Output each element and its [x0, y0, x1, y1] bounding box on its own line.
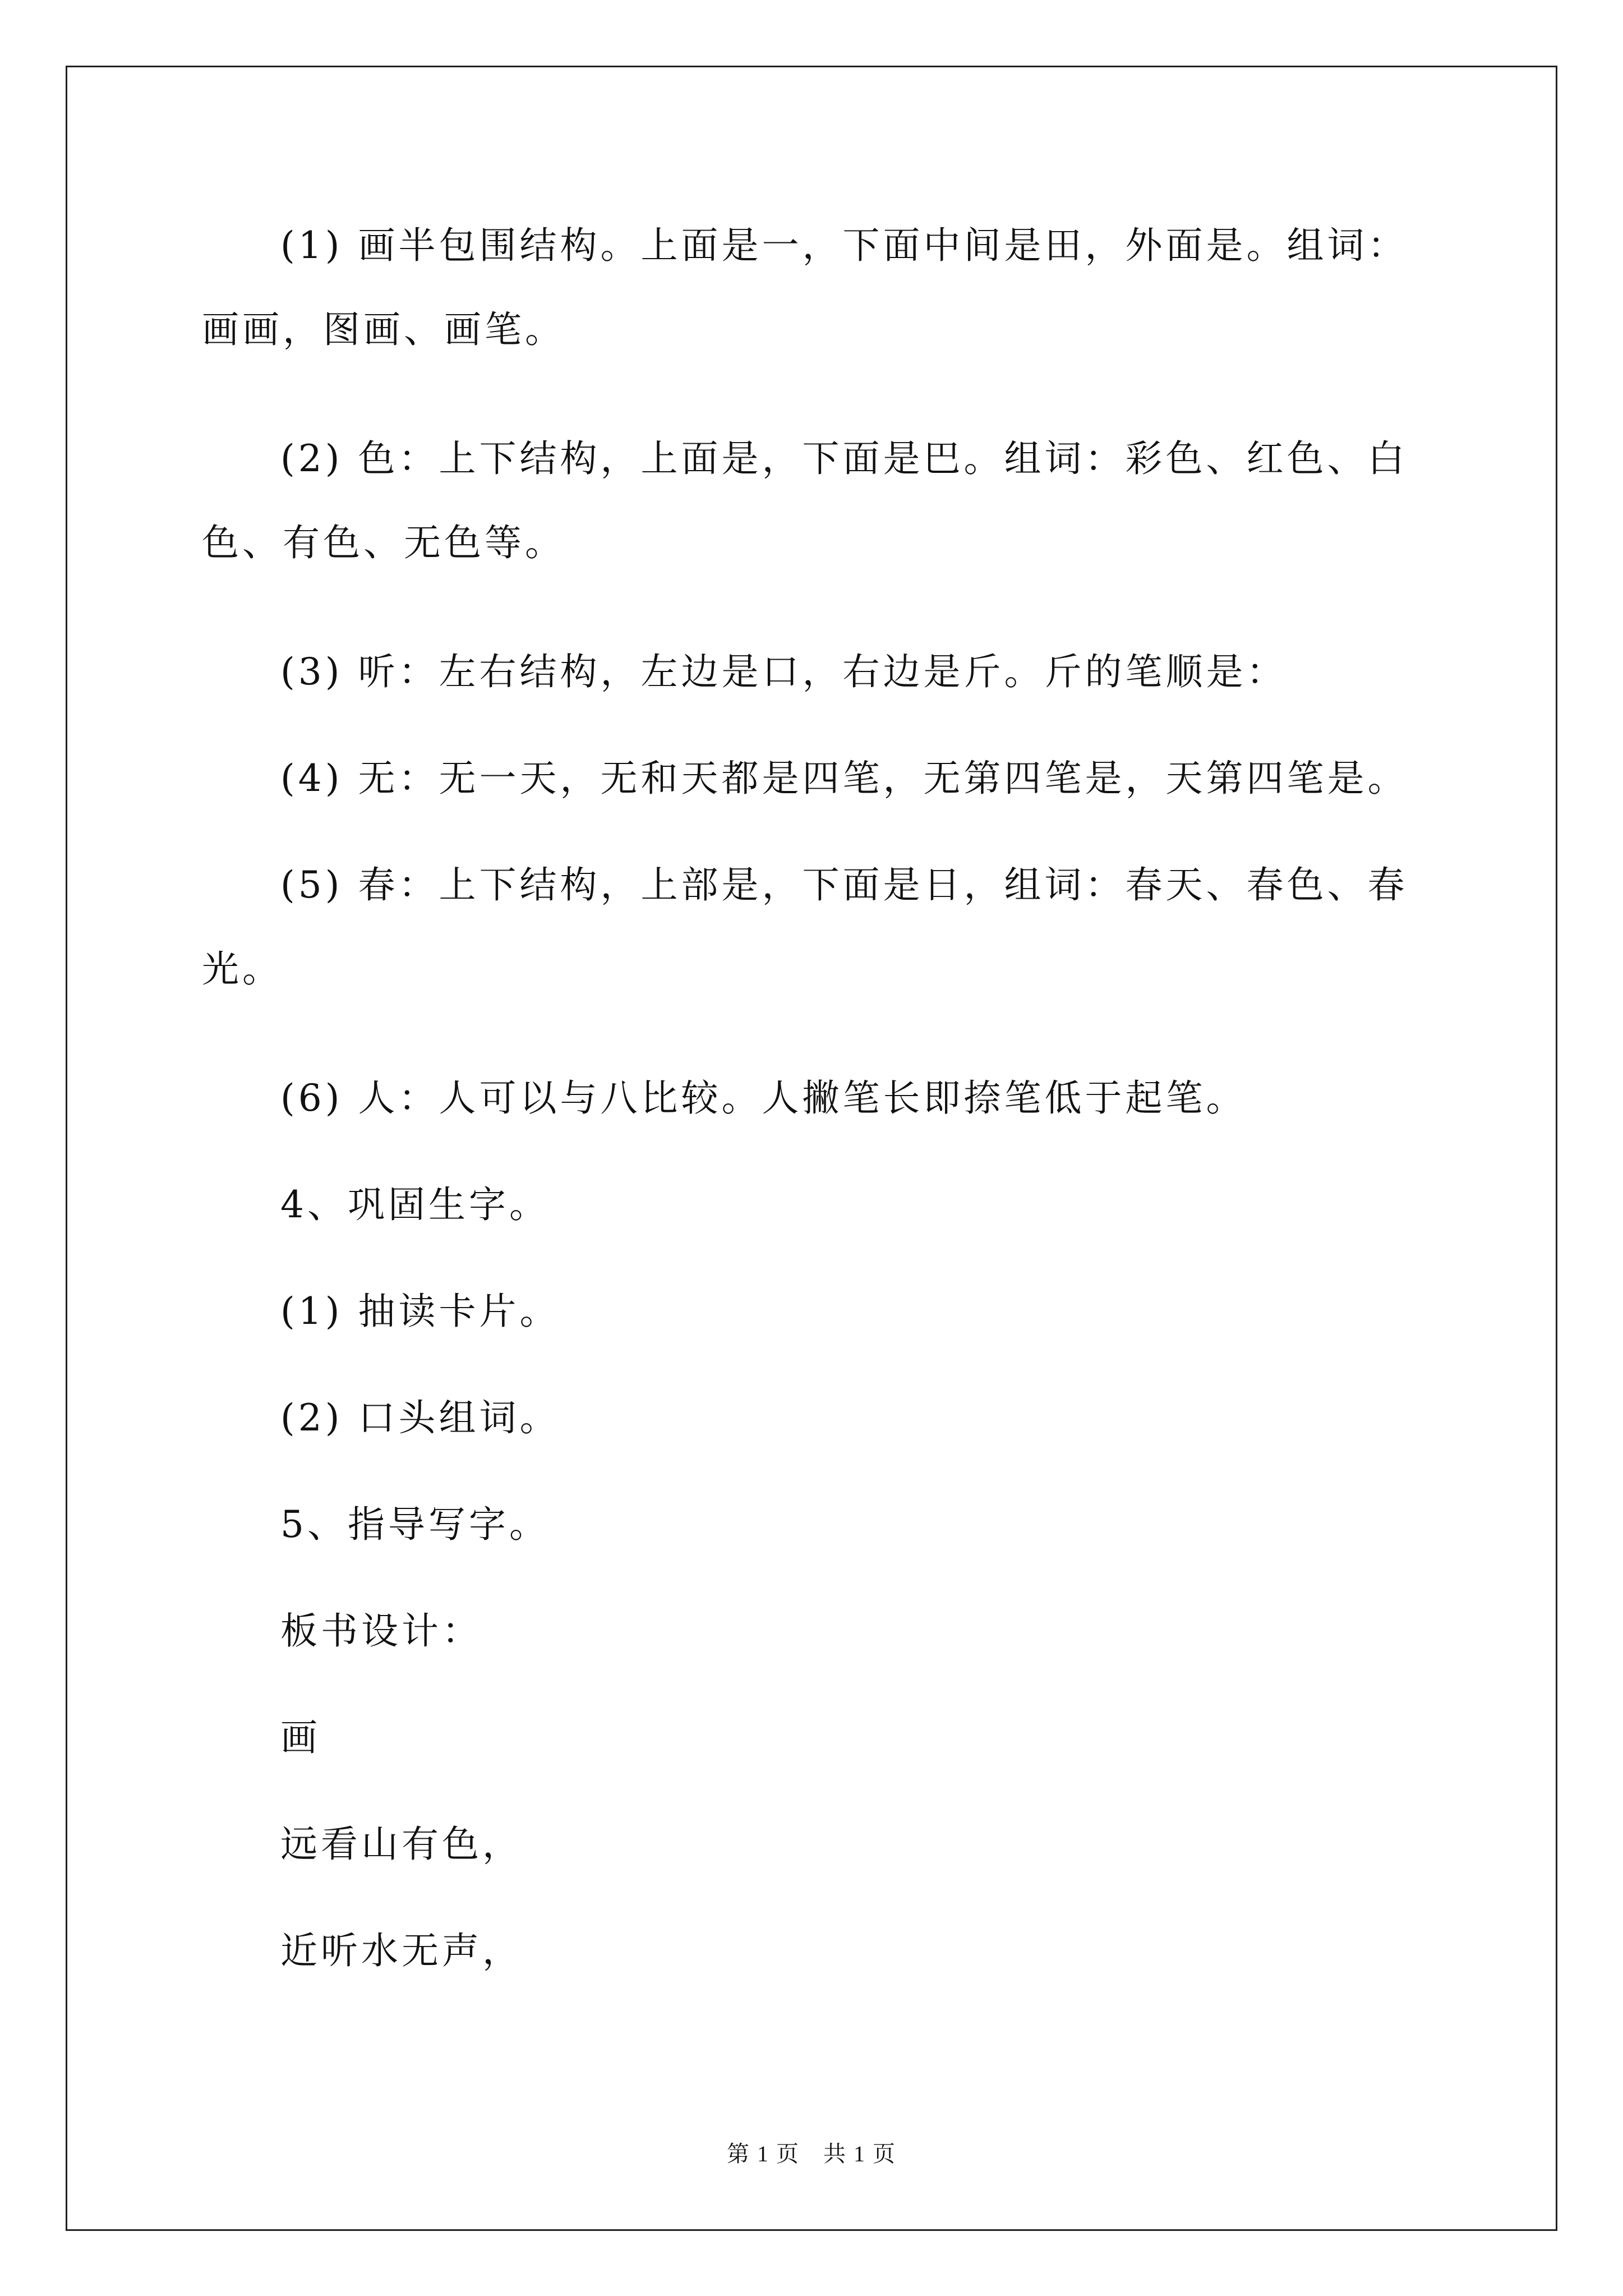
paragraph-line: 光。	[202, 947, 283, 991]
page-number-footer: 第 1 页 共 1 页	[727, 2141, 896, 2166]
paragraph-line: (1) 画半包围结构。上面是一，下面中间是田，外面是。组词：	[280, 224, 1408, 267]
paragraph-line: 画画，图画、画笔。	[202, 308, 565, 351]
paragraph-line: 色、有色、无色等。	[202, 521, 565, 564]
paragraph-line: (2) 口头组词。	[280, 1396, 560, 1439]
paragraph-line: 画	[280, 1716, 321, 1759]
paragraph-line: (5) 春：上下结构，上部是，下面是日，组词：春天、春色、春	[280, 863, 1408, 907]
paragraph-line: 近听水无声，	[280, 1929, 523, 1972]
paragraph-line: (2) 色：上下结构，上面是，下面是巴。组词：彩色、红色、白	[280, 437, 1408, 480]
paragraph-line: (3) 听：左右结构，左边是口，右边是斤。斤的笔顺是：	[280, 650, 1287, 693]
paragraph-line: (4) 无：无一天，无和天都是四笔，无第四笔是，天第四笔是。	[280, 757, 1408, 800]
paragraph-line: 远看山有色，	[280, 1823, 523, 1866]
paragraph-line: (6) 人：人可以与八比较。人撇笔长即捺笔低于起笔。	[280, 1076, 1247, 1120]
paragraph-line: 4、巩固生字。	[280, 1183, 550, 1226]
paragraph-line: 5、指导写字。	[280, 1503, 550, 1546]
paragraph-line: 板书设计：	[280, 1609, 482, 1653]
page-border	[66, 66, 1557, 2231]
paragraph-line: (1) 抽读卡片。	[280, 1290, 560, 1333]
